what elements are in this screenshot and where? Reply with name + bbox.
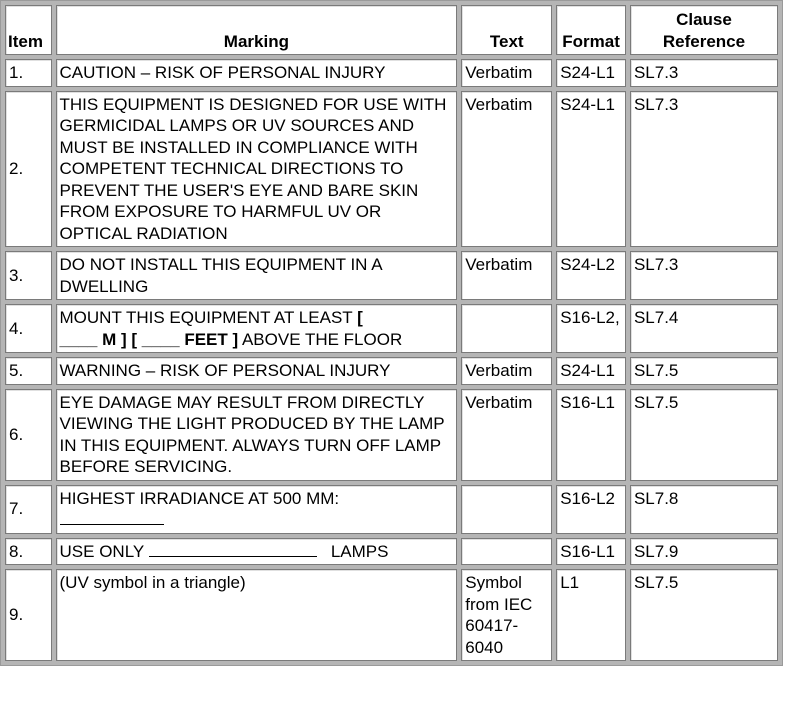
row-format: S16-L2,: [556, 304, 626, 353]
row-format: S24-L1: [556, 59, 626, 87]
row-marking: [56, 485, 458, 534]
table-row: [5, 91, 778, 248]
table-row: [5, 251, 778, 300]
row-text: Verbatim: [461, 59, 552, 87]
row-item: 2.: [5, 91, 52, 248]
row-marking: DO NOT INSTALL THIS EQUIPMENT IN A DWELLING: [56, 251, 458, 300]
row-text: Verbatim: [461, 91, 552, 248]
row-text: [461, 304, 552, 353]
row-clause: SL7.3: [630, 91, 778, 248]
row-clause: SL7.8: [630, 485, 778, 534]
row-marking: [56, 304, 458, 353]
row-format: S16-L2: [556, 485, 626, 534]
row-text: Symbol from IEC 60417-6040: [461, 569, 552, 661]
row-format: S24-L1: [556, 91, 626, 248]
row-clause: SL7.5: [630, 357, 778, 385]
marking-meters: M ] [: [102, 329, 138, 349]
row-clause: SL7.4: [630, 304, 778, 353]
marking-text: USE ONLY: [59, 541, 144, 561]
row-marking: [56, 538, 458, 566]
marking-text-end: LAMPS: [330, 541, 389, 561]
row-item: 8.: [5, 538, 52, 566]
header-text: Text: [461, 5, 552, 55]
table-row: [5, 569, 778, 661]
row-item: 9.: [5, 569, 52, 661]
header-format: Format: [556, 5, 626, 55]
table-row: [5, 357, 778, 385]
blank-line: [60, 509, 164, 525]
marking-text: HIGHEST IRRADIANCE AT 500 MM:: [59, 488, 340, 508]
header-item: Item: [5, 5, 52, 55]
row-format: L1: [556, 569, 626, 661]
row-item: 7.: [5, 485, 52, 534]
row-format: S24-L2: [556, 251, 626, 300]
row-clause: SL7.9: [630, 538, 778, 566]
header-marking: Marking: [56, 5, 458, 55]
row-marking: CAUTION – RISK OF PERSONAL INJURY: [56, 59, 458, 87]
blank-line: [149, 541, 317, 557]
blank-meters: ____: [59, 329, 98, 349]
row-text: Verbatim: [461, 251, 552, 300]
row-marking: (UV symbol in a triangle): [56, 569, 458, 661]
row-format: S16-L1: [556, 538, 626, 566]
row-clause: SL7.3: [630, 251, 778, 300]
table-row: [5, 485, 778, 534]
table-row: [5, 304, 778, 353]
row-marking: EYE DAMAGE MAY RESULT FROM DIRECTLY VIEWING THE LIGHT PRODUCED BY THE LAMP IN THIS EQUIPMENT. ALWAYS TURN OFF LAMP BEFORE SERVICING.: [56, 389, 458, 481]
row-item: 6.: [5, 389, 52, 481]
row-item: 3.: [5, 251, 52, 300]
row-text: Verbatim: [461, 389, 552, 481]
row-clause: SL7.5: [630, 389, 778, 481]
table-row: [5, 538, 778, 566]
table-row: [5, 389, 778, 481]
marking-text-end: ABOVE THE FLOOR: [241, 329, 403, 349]
row-text: [461, 485, 552, 534]
header-row: [5, 5, 778, 55]
row-clause: SL7.5: [630, 569, 778, 661]
row-format: S24-L1: [556, 357, 626, 385]
row-item: 5.: [5, 357, 52, 385]
row-text: [461, 538, 552, 566]
header-clause-reference: Clause Reference: [630, 5, 778, 55]
marking-text: MOUNT THIS EQUIPMENT AT LEAST: [59, 308, 353, 327]
row-marking: THIS EQUIPMENT IS DESIGNED FOR USE WITH GERMICIDAL LAMPS OR UV SOURCES AND MUST BE INSTALLED IN COMPLIANCE WITH COMPETENT TECHNICAL DIRECTIONS TO PREVENT THE USER'S EYE AND BARE SKIN FROM EXPOSURE TO HARMFUL UV OR OPTICAL RADIATION: [56, 91, 458, 248]
marking-feet: FEET ]: [184, 329, 239, 349]
marking-bracket: [: [357, 308, 363, 327]
blank-feet: ____: [141, 329, 180, 349]
table-row: [5, 59, 778, 87]
row-marking: WARNING – RISK OF PERSONAL INJURY: [56, 357, 458, 385]
row-item: 1.: [5, 59, 52, 87]
row-clause: SL7.3: [630, 59, 778, 87]
row-text: Verbatim: [461, 357, 552, 385]
row-format: S16-L1: [556, 389, 626, 481]
row-item: 4.: [5, 304, 52, 353]
